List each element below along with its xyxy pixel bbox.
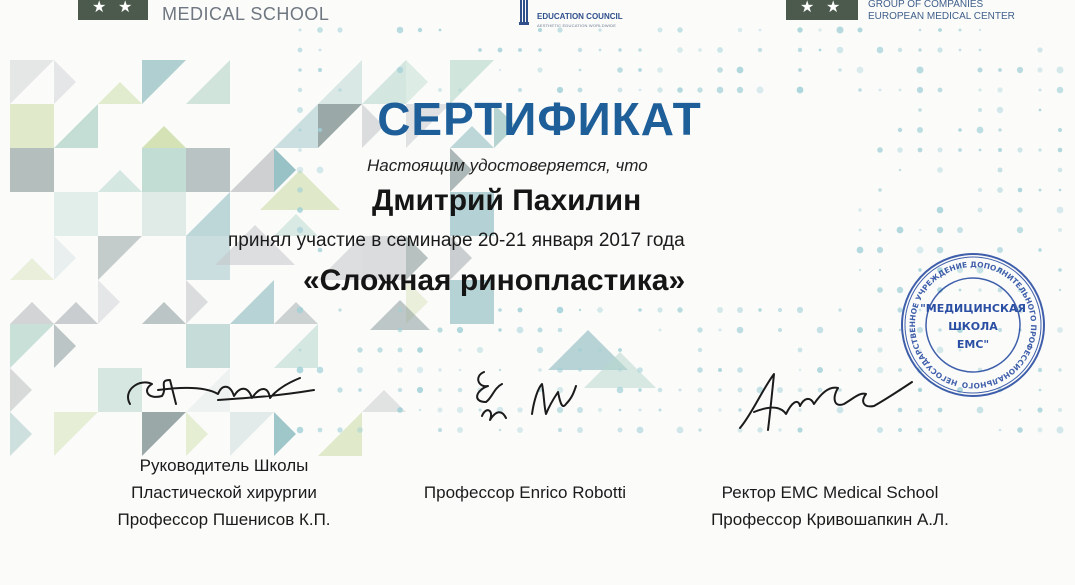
mosaic-dot — [1057, 327, 1063, 333]
signer-3-caption — [680, 479, 980, 533]
mosaic-dot — [1058, 168, 1063, 173]
mosaic-dot — [798, 48, 802, 52]
signer-2-caption — [390, 479, 660, 506]
mosaic-dot — [478, 48, 482, 52]
european-medical-center-text: EUROPEAN MEDICAL CENTER — [868, 11, 1015, 22]
mosaic-dot — [638, 48, 641, 51]
mosaic-dot — [659, 329, 662, 332]
mosaic-dot — [657, 67, 663, 73]
mosaic-dot — [517, 327, 524, 334]
mosaic-dot — [937, 207, 944, 214]
mosaic-dot — [298, 48, 303, 53]
mosaic-dot — [617, 67, 623, 73]
mosaic-dot — [337, 427, 342, 432]
mosaic-dot — [619, 409, 622, 412]
mosaic-tile — [10, 412, 32, 456]
signer-1-name: Профессор Пшенисов К.П. — [117, 510, 331, 529]
mosaic-dot — [618, 428, 623, 433]
emc-logo-right — [786, 0, 858, 20]
signature-krivoshapkin — [734, 368, 924, 443]
mosaic-dot — [897, 227, 904, 234]
mosaic-tile — [230, 148, 274, 192]
mosaic-dot — [937, 427, 942, 432]
mosaic-dot — [499, 69, 501, 71]
mosaic-dot — [579, 69, 582, 72]
mosaic-dot — [297, 167, 304, 174]
mosaic-dot — [318, 68, 322, 72]
mosaic-dot — [999, 429, 1002, 432]
mosaic-tile — [230, 280, 274, 324]
mosaic-dot — [979, 49, 982, 52]
mosaic-tile — [10, 324, 54, 368]
mosaic-dot — [838, 308, 841, 311]
mosaic-dot — [917, 67, 924, 74]
mosaic-dot — [797, 307, 803, 313]
mosaic-dot — [818, 28, 821, 31]
mosaic-dot — [1058, 368, 1061, 371]
mosaic-dot — [458, 348, 462, 352]
mosaic-dot — [518, 308, 523, 313]
mosaic-dot — [859, 229, 862, 232]
mosaic-dot — [498, 328, 501, 331]
mosaic-dot — [879, 269, 881, 271]
mosaic-dot — [297, 187, 303, 193]
mosaic-dot — [997, 187, 1003, 193]
mosaic-tile — [10, 258, 54, 280]
mosaic-dot — [298, 68, 302, 72]
mosaic-dot — [919, 29, 922, 32]
signer-1-position: Руководитель Школы — [139, 456, 309, 475]
group-of-companies-text: GROUP OF COMPANIES — [868, 0, 984, 10]
mosaic-dot — [1057, 207, 1064, 214]
mosaic-tile — [54, 192, 98, 236]
mosaic-dot — [857, 247, 864, 254]
mosaic-dot — [719, 329, 722, 332]
mosaic-dot — [697, 327, 702, 332]
mosaic-dot — [698, 348, 702, 352]
mosaic-dot — [878, 208, 881, 211]
mosaic-dot — [658, 28, 663, 33]
mosaic-tile — [54, 302, 98, 324]
mosaic-dot — [398, 388, 402, 392]
mosaic-dot — [419, 409, 422, 412]
mosaic-dot — [337, 27, 342, 32]
mosaic-dot — [357, 367, 363, 373]
mosaic-dot — [918, 148, 923, 153]
mosaic-dot — [778, 308, 782, 312]
mosaic-dot — [677, 47, 683, 53]
mosaic-dot — [1059, 189, 1062, 192]
mosaic-dot — [498, 48, 503, 53]
mosaic-tile — [10, 148, 54, 192]
mosaic-dot — [959, 29, 962, 32]
mosaic-dot — [1058, 148, 1063, 153]
mosaic-dot — [979, 149, 982, 152]
mosaic-dot — [979, 29, 981, 31]
mosaic-tile — [274, 302, 318, 324]
mosaic-tile — [10, 302, 54, 324]
mosaic-dot — [658, 388, 663, 393]
mosaic-dot — [978, 208, 983, 213]
mosaic-dot — [398, 348, 403, 353]
mosaic-dot — [998, 68, 1002, 72]
mosaic-dot — [418, 28, 422, 32]
signer-2-name: Профессор Enrico Robotti — [423, 483, 627, 502]
mosaic-dot — [1018, 188, 1023, 193]
mosaic-dot — [1037, 67, 1042, 72]
mosaic-dot — [1037, 407, 1042, 412]
mosaic-dot — [299, 349, 302, 352]
mosaic-dot — [877, 47, 884, 54]
mosaic-dot — [438, 388, 442, 392]
mosaic-dot — [919, 229, 922, 232]
mosaic-dot — [578, 348, 582, 352]
mosaic-dot — [659, 409, 662, 412]
mosaic-dot — [937, 47, 942, 52]
mosaic-dot — [477, 347, 483, 353]
mosaic-dot — [698, 388, 703, 393]
mosaic-dot — [738, 28, 743, 33]
mosaic-dot — [638, 388, 641, 391]
mosaic-dot — [698, 408, 703, 413]
mosaic-dot — [417, 387, 423, 393]
mosaic-dot — [599, 349, 602, 352]
mosaic-dot — [859, 269, 861, 271]
mosaic-dot — [578, 48, 582, 52]
star-icon: ★ — [118, 0, 133, 16]
mosaic-dot — [438, 408, 443, 413]
mosaic-dot — [639, 89, 642, 92]
mosaic-dot — [537, 347, 543, 353]
mosaic-dot — [538, 328, 543, 333]
mosaic-dot — [758, 48, 762, 52]
mosaic-dot — [877, 287, 883, 293]
mosaic-dot — [717, 307, 723, 313]
stamp-center-line-3: ЕМС" — [956, 338, 990, 351]
official-stamp — [898, 250, 1048, 400]
stamp-center-line-1: "МЕДИЦИНСКАЯ — [920, 302, 1026, 315]
mosaic-tile — [98, 236, 142, 280]
mosaic-dot — [1017, 227, 1023, 233]
mosaic-dot — [319, 49, 322, 52]
mosaic-dot — [397, 67, 403, 73]
mosaic-dot — [857, 67, 864, 74]
signature-robotti — [462, 358, 592, 438]
mosaic-dot — [618, 348, 622, 352]
mosaic-dot — [1057, 427, 1064, 434]
mosaic-dot — [1017, 427, 1023, 433]
mosaic-dot — [398, 328, 403, 333]
mosaic-dot — [617, 387, 624, 394]
mosaic-dot — [759, 29, 762, 32]
mosaic-tile — [98, 170, 142, 192]
mosaic-dot — [558, 328, 563, 333]
mosaic-dot — [677, 27, 682, 32]
mosaic-dot — [397, 407, 403, 413]
mosaic-dot — [538, 28, 542, 32]
education-council-subtext: AESTHETIC EDUCATION WORLDWIDE — [537, 23, 617, 28]
mosaic-dot — [397, 27, 404, 34]
mosaic-dot — [1017, 207, 1022, 212]
mosaic-dot — [898, 48, 902, 52]
mosaic-dot — [798, 68, 802, 72]
mosaic-dot — [837, 47, 844, 54]
mosaic-dot — [937, 167, 943, 173]
mosaic-dot — [778, 328, 782, 332]
certify-text: Настоящим удостоверяется, что — [367, 156, 648, 175]
mosaic-dot — [518, 48, 522, 52]
recipient-name: Дмитрий Пахилин — [372, 184, 642, 217]
mosaic-dot — [918, 48, 921, 51]
mosaic-dot — [297, 207, 303, 213]
mosaic-tile — [186, 192, 230, 236]
mosaic-dot — [398, 308, 402, 312]
mosaic-dot — [1058, 408, 1062, 412]
mosaic-dot — [299, 29, 302, 32]
mosaic-dot — [877, 247, 883, 253]
mosaic-dot — [698, 48, 702, 52]
mosaic-dot — [1038, 148, 1041, 151]
mosaic-dot — [1038, 428, 1043, 433]
mosaic-dot — [938, 408, 943, 413]
mosaic-dot — [817, 327, 824, 334]
mosaic-dot — [677, 427, 684, 434]
mosaic-dot — [618, 368, 622, 372]
mosaic-dot — [878, 188, 882, 192]
mosaic-dot — [879, 229, 882, 232]
mosaic-dot — [1058, 228, 1062, 232]
mosaic-tile — [98, 280, 120, 324]
mosaic-dot — [638, 68, 642, 72]
mosaic-dot — [657, 307, 662, 312]
signer-3-position: Ректор EMC Medical School — [721, 483, 939, 502]
mosaic-dot — [977, 407, 984, 414]
mosaic-dot — [718, 408, 721, 411]
mosaic-dot — [897, 147, 903, 153]
course-title: «Сложная ринопластика» — [303, 264, 686, 297]
mosaic-dot — [1059, 289, 1061, 291]
mosaic-dot — [639, 409, 642, 412]
mosaic-dot — [957, 227, 963, 233]
mosaic-dot — [959, 49, 962, 52]
mosaic-dot — [978, 188, 982, 192]
mosaic-tile — [54, 412, 98, 456]
mosaic-dot — [717, 47, 723, 53]
mosaic-dot — [819, 49, 822, 52]
star-icon: ★ — [800, 0, 815, 16]
mosaic-dot — [858, 348, 862, 352]
mosaic-dot — [758, 308, 761, 311]
mosaic-dot — [737, 307, 743, 313]
mosaic-dot — [1039, 189, 1042, 192]
mosaic-dot — [798, 348, 803, 353]
mosaic-tile — [54, 324, 76, 368]
mosaic-dot — [298, 148, 302, 152]
mosaic-tile — [186, 280, 208, 324]
mosaic-dot — [618, 48, 621, 51]
mosaic-dot — [737, 67, 744, 74]
mosaic-tile — [186, 148, 230, 192]
signer-3-name: Профессор Кривошапкин А.Л. — [711, 510, 949, 529]
stamp-center-line-2: ШКОЛА — [948, 320, 998, 333]
mosaic-dot — [937, 227, 943, 233]
mosaic-dot — [538, 48, 542, 52]
mosaic-dot — [357, 427, 363, 433]
mosaic-tile — [142, 148, 186, 192]
mosaic-dot — [637, 427, 644, 434]
mosaic-dot — [597, 307, 603, 313]
mosaic-dot — [637, 367, 643, 373]
mosaic-dot — [438, 368, 441, 371]
mosaic-dot — [357, 347, 362, 352]
education-council-emblem-icon — [519, 0, 529, 26]
mosaic-dot — [557, 27, 562, 32]
participation-text: принял участие в семинаре 20-21 января 2017 года — [228, 230, 685, 251]
mosaic-dot — [697, 367, 703, 373]
mosaic-dot — [337, 387, 342, 392]
mosaic-dot — [679, 389, 682, 392]
mosaic-dot — [998, 148, 1002, 152]
star-icon: ★ — [92, 0, 107, 16]
mosaic-dot — [297, 307, 304, 314]
education-council-logo-text: EDUCATION COUNCIL — [537, 12, 623, 21]
mosaic-dot — [638, 308, 642, 312]
mosaic-dot — [438, 428, 442, 432]
mosaic-dot — [437, 327, 442, 332]
mosaic-dot — [317, 167, 324, 174]
mosaic-dot — [857, 327, 863, 333]
mosaic-dot — [377, 347, 382, 352]
mosaic-dot — [537, 67, 542, 72]
mosaic-dot — [498, 308, 502, 312]
signer-1-position-2: Пластической хирургии — [131, 483, 317, 502]
signer-1-caption — [74, 452, 374, 533]
mosaic-dot — [417, 367, 423, 373]
mosaic-dot — [958, 148, 962, 152]
mosaic-dot — [579, 309, 581, 311]
mosaic-dot — [1019, 409, 1022, 412]
mosaic-dot — [858, 208, 861, 211]
mosaic-dot — [838, 68, 842, 72]
mosaic-tile — [54, 236, 76, 280]
mosaic-dot — [439, 29, 442, 32]
signature-pshenisnov — [118, 360, 338, 420]
mosaic-dot — [457, 327, 463, 333]
mosaic-dot — [797, 27, 802, 32]
mosaic-dot — [837, 27, 844, 34]
mosaic-dot — [698, 428, 701, 431]
mosaic-dot — [317, 27, 323, 33]
medical-school-logo-text: MEDICAL SCHOOL — [162, 4, 330, 24]
mosaic-dot — [899, 169, 902, 172]
mosaic-dot — [557, 307, 564, 314]
emc-logo-left — [78, 0, 148, 20]
mosaic-dot — [858, 28, 863, 33]
mosaic-dot — [358, 388, 362, 392]
mosaic-dot — [397, 367, 402, 372]
mosaic-dot — [877, 347, 882, 352]
mosaic-dot — [718, 388, 722, 392]
mosaic-dot — [718, 368, 722, 372]
mosaic-tile — [10, 368, 32, 412]
mosaic-dot — [737, 327, 744, 334]
mosaic-dot — [297, 427, 304, 434]
mosaic-dot — [877, 147, 883, 153]
mosaic-dot — [677, 307, 682, 312]
mosaic-dot — [1057, 67, 1064, 74]
mosaic-tile — [142, 192, 186, 236]
star-icon: ★ — [826, 0, 841, 16]
mosaic-dot — [338, 308, 341, 311]
mosaic-dot — [598, 408, 602, 412]
mosaic-dot — [417, 347, 423, 353]
mosaic-dot — [878, 328, 883, 333]
mosaic-dot — [879, 89, 882, 92]
mosaic-dot — [1037, 47, 1042, 52]
mosaic-dot — [598, 28, 601, 31]
mosaic-dot — [599, 49, 602, 52]
mosaic-dot — [978, 68, 983, 73]
mosaic-tile — [142, 302, 186, 324]
mosaic-dot — [318, 428, 323, 433]
mosaic-dot — [998, 168, 1003, 173]
mosaic-dot — [459, 369, 462, 372]
mosaic-dot — [1017, 67, 1023, 73]
certificate-title: СЕРТИФИКАТ — [377, 93, 702, 145]
mosaic-dot — [1058, 268, 1062, 272]
mosaic-dot — [1017, 147, 1022, 152]
mosaic-dot — [938, 148, 943, 153]
mosaic-dot — [717, 67, 723, 73]
stamp-ring-text: НЕГОСУДАРСТВЕННОЕ УЧРЕЖДЕНИЕ ДОПОЛНИТЕЛЬНОГО ПРОФЕССИОНАЛЬНОГО — [907, 259, 1039, 391]
mosaic-dot — [938, 28, 942, 32]
